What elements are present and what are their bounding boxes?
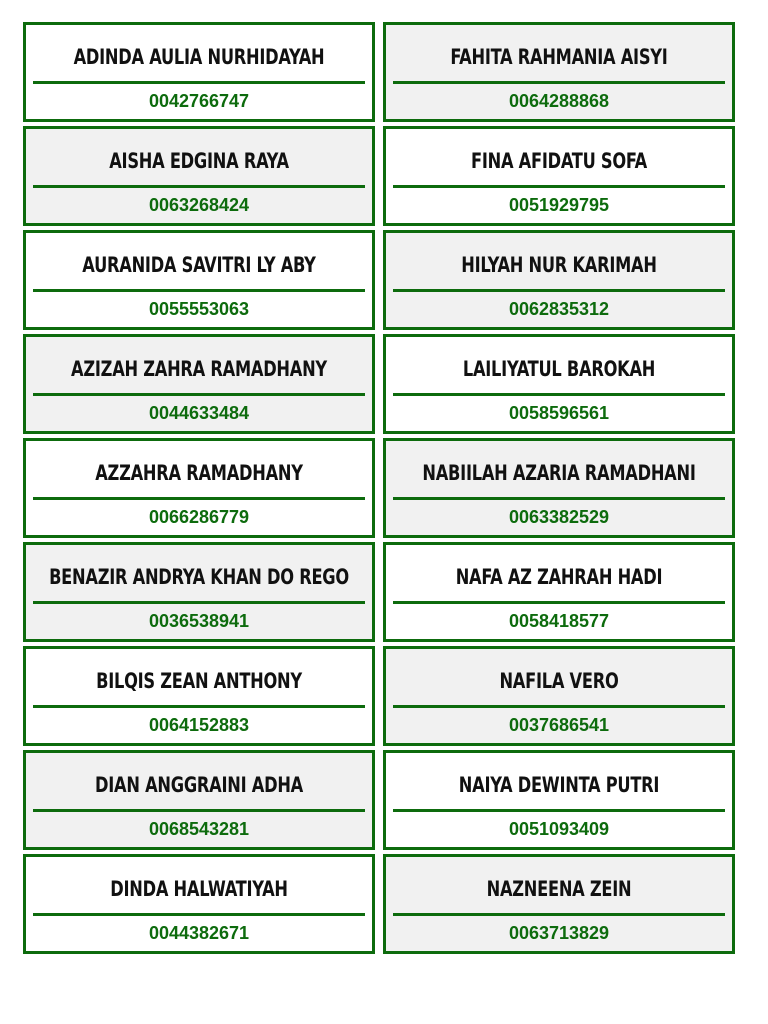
name-card: [23, 646, 375, 746]
card-divider: [33, 81, 365, 84]
name-card: [383, 854, 735, 954]
student-number: 0062835312: [508, 298, 610, 319]
student-name: NAFILA VERO: [499, 669, 619, 693]
student-number: 0042766747: [148, 90, 250, 111]
card-divider: [393, 81, 725, 84]
card-divider: [33, 913, 365, 916]
card-divider: [393, 913, 725, 916]
card-divider: [33, 601, 365, 604]
card-divider: [393, 809, 725, 812]
student-name: BENAZIR ANDRYA KHAN DO REGO: [49, 565, 349, 589]
student-name: AURANIDA SAVITRI LY ABY: [82, 253, 316, 277]
student-number: 0064288868: [508, 90, 610, 111]
student-number: 0051093409: [508, 818, 610, 839]
student-name: NAZNEENA ZEIN: [486, 877, 632, 901]
student-name: AISHA EDGINA RAYA: [109, 149, 289, 173]
card-divider: [33, 185, 365, 188]
name-card: [23, 22, 375, 122]
student-name: FINA AFIDATU SOFA: [470, 149, 648, 173]
card-divider: [33, 705, 365, 708]
student-name: BILQIS ZEAN ANTHONY: [96, 669, 302, 693]
name-card: [383, 646, 735, 746]
student-name: ADINDA AULIA NURHIDAYAH: [73, 45, 325, 69]
name-card: [23, 438, 375, 538]
student-number: 0058596561: [508, 402, 610, 423]
card-divider: [33, 497, 365, 500]
name-card-sheet: [23, 22, 735, 954]
card-divider: [393, 705, 725, 708]
student-name: DINDA HALWATIYAH: [110, 877, 288, 901]
student-name: DIAN ANGGRAINI ADHA: [95, 773, 303, 797]
student-number: 0058418577: [508, 610, 610, 631]
student-number: 0066286779: [148, 506, 250, 527]
name-card: [383, 438, 735, 538]
student-number: 0037686541: [508, 714, 610, 735]
card-divider: [393, 289, 725, 292]
student-name: FAHITA RAHMANIA AISYI: [450, 45, 668, 69]
card-divider: [393, 185, 725, 188]
student-number: 0044633484: [148, 402, 250, 423]
student-name: HILYAH NUR KARIMAH: [461, 253, 657, 277]
name-card: [23, 230, 375, 330]
student-number: 0044382671: [148, 922, 250, 943]
card-divider: [33, 809, 365, 812]
student-name: LAILIYATUL BAROKAH: [462, 357, 656, 381]
name-card: [23, 750, 375, 850]
name-card: [383, 542, 735, 642]
student-number: 0036538941: [148, 610, 250, 631]
student-number: 0063713829: [508, 922, 610, 943]
name-card: [383, 750, 735, 850]
name-card: [23, 126, 375, 226]
student-number: 0063268424: [148, 194, 250, 215]
student-number: 0064152883: [148, 714, 250, 735]
student-number: 0063382529: [508, 506, 610, 527]
name-card: [383, 126, 735, 226]
card-divider: [33, 289, 365, 292]
card-divider: [393, 601, 725, 604]
name-card: [23, 854, 375, 954]
student-name: AZZAHRA RAMADHANY: [95, 461, 303, 485]
student-name: NABIILAH AZARIA RAMADHANI: [422, 461, 696, 485]
student-number: 0051929795: [508, 194, 610, 215]
card-divider: [33, 393, 365, 396]
name-card: [383, 334, 735, 434]
student-name: NAFA AZ ZAHRAH HADI: [455, 565, 663, 589]
student-name: NAIYA DEWINTA PUTRI: [458, 773, 660, 797]
student-number: 0068543281: [148, 818, 250, 839]
name-card: [383, 230, 735, 330]
name-card: [23, 542, 375, 642]
name-card: [23, 334, 375, 434]
card-divider: [393, 497, 725, 500]
name-card: [383, 22, 735, 122]
student-number: 0055553063: [148, 298, 250, 319]
student-name: AZIZAH ZAHRA RAMADHANY: [71, 357, 327, 381]
card-divider: [393, 393, 725, 396]
